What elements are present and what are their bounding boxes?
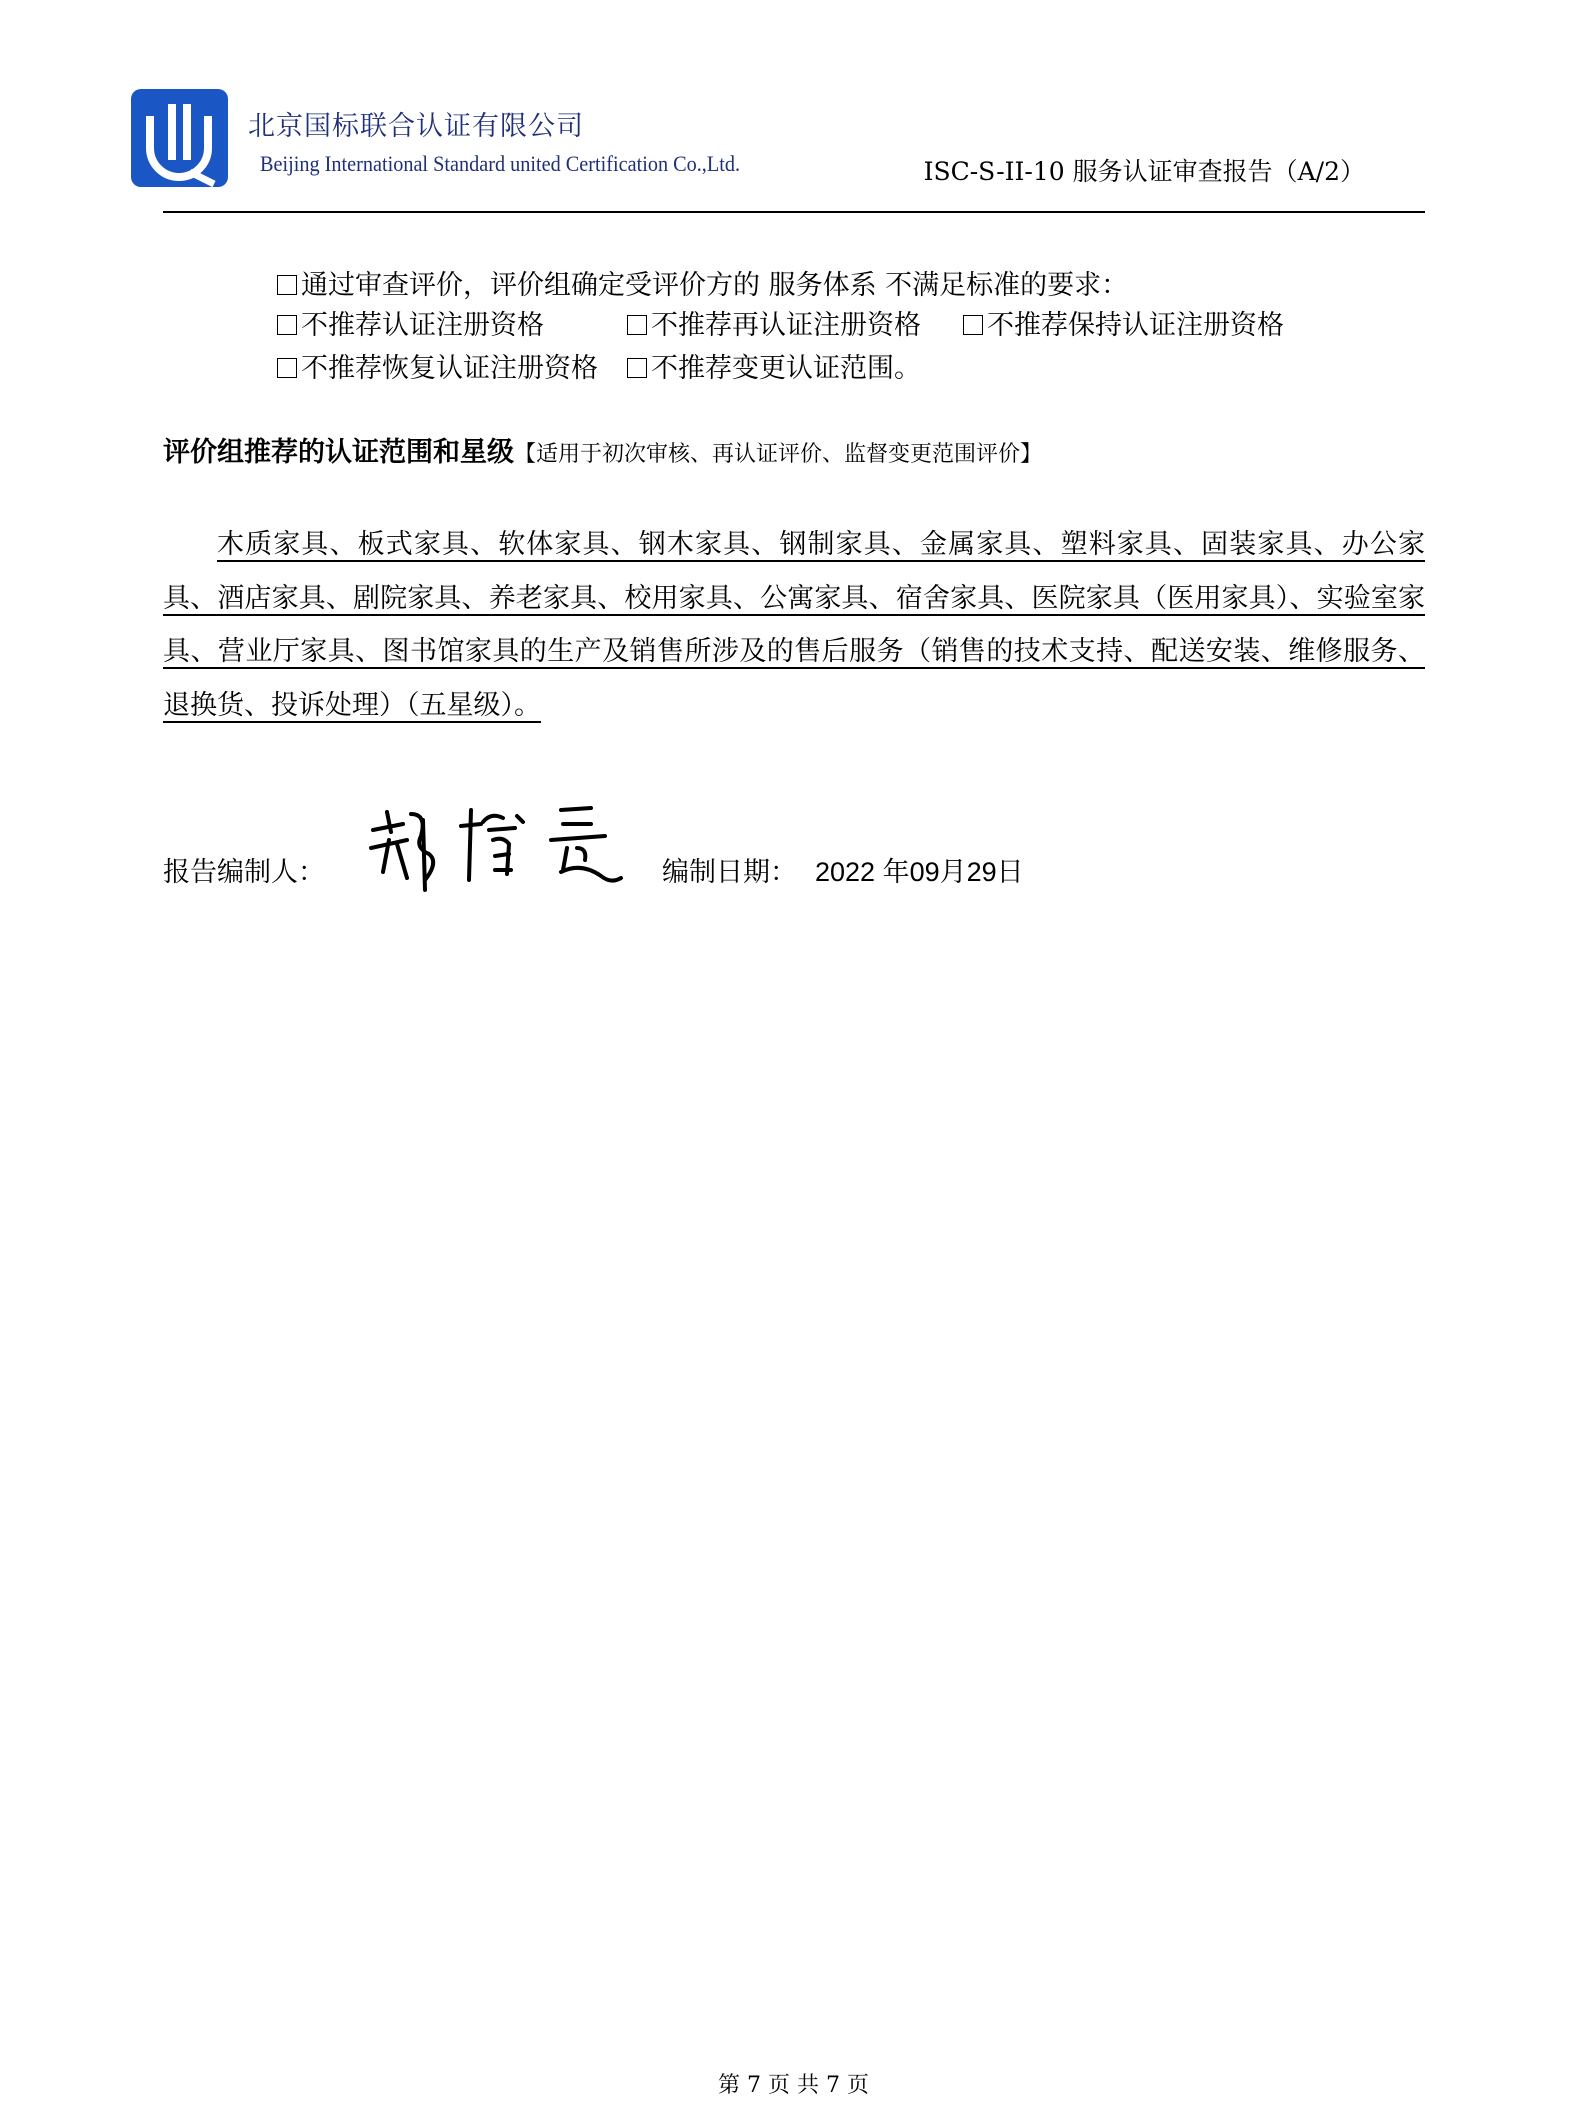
date-value: 2022 年09月29日 [815, 857, 1024, 887]
evaluation-intro: 通过审查评价，评价组确定受评价方的 服务体系 不满足标准的要求： [277, 263, 1128, 302]
option-not-recommend-recertification: 不推荐再认证注册资格 [627, 303, 921, 342]
checkbox-icon [277, 358, 297, 378]
date-label: 编制日期： [662, 857, 797, 888]
scope-text: 木质家具、板式家具、软体家具、钢木家具、钢制家具、金属家具、塑料家具、固装家具、办公家具、酒店家具、剧院家具、养老家具、校用家具、公寓家具、宿舍家具、医院家具（医用家具）、实验室家具、营业厅家具、图书馆家具的生产及销售所涉及的售后服务（销售的技术支持、配送安装、维修服务、退换货、投诉处理）（五星级）。 [163, 529, 1425, 721]
checkbox-icon [277, 275, 297, 295]
checkbox-icon [963, 315, 983, 335]
company-name-cn: 北京国标联合认证有限公司 [248, 111, 584, 142]
checkbox-icon [277, 315, 297, 335]
author-label: 报告编制人： [163, 857, 325, 888]
option-not-recommend-maintain: 不推荐保持认证注册资格 [963, 303, 1284, 342]
company-logo-icon [128, 86, 231, 190]
scope-heading-note: 【适用于初次审核、再认证评价、监督变更范围评价】 [514, 442, 1043, 467]
scope-heading [163, 430, 1042, 469]
checkbox-icon [627, 315, 647, 335]
option-not-recommend-scope-change: 不推荐变更认证范围。 [627, 346, 921, 385]
option-not-recommend-restore: 不推荐恢复认证注册资格 [277, 346, 598, 385]
document-code: ISC-S-II-10 服务认证审查报告（A/2） [923, 157, 1365, 186]
option-not-recommend-registration: 不推荐认证注册资格 [277, 303, 544, 342]
checkbox-icon [627, 358, 647, 378]
scope-heading-title: 评价组推荐的认证范围和星级 [163, 437, 514, 468]
handwritten-signature [365, 800, 627, 892]
page-number: 第 7 页 共 7 页 [718, 2073, 869, 2098]
header-divider [163, 211, 1425, 213]
company-name-en: Beijing International Standard united Certification Co.,Ltd. [260, 151, 741, 176]
